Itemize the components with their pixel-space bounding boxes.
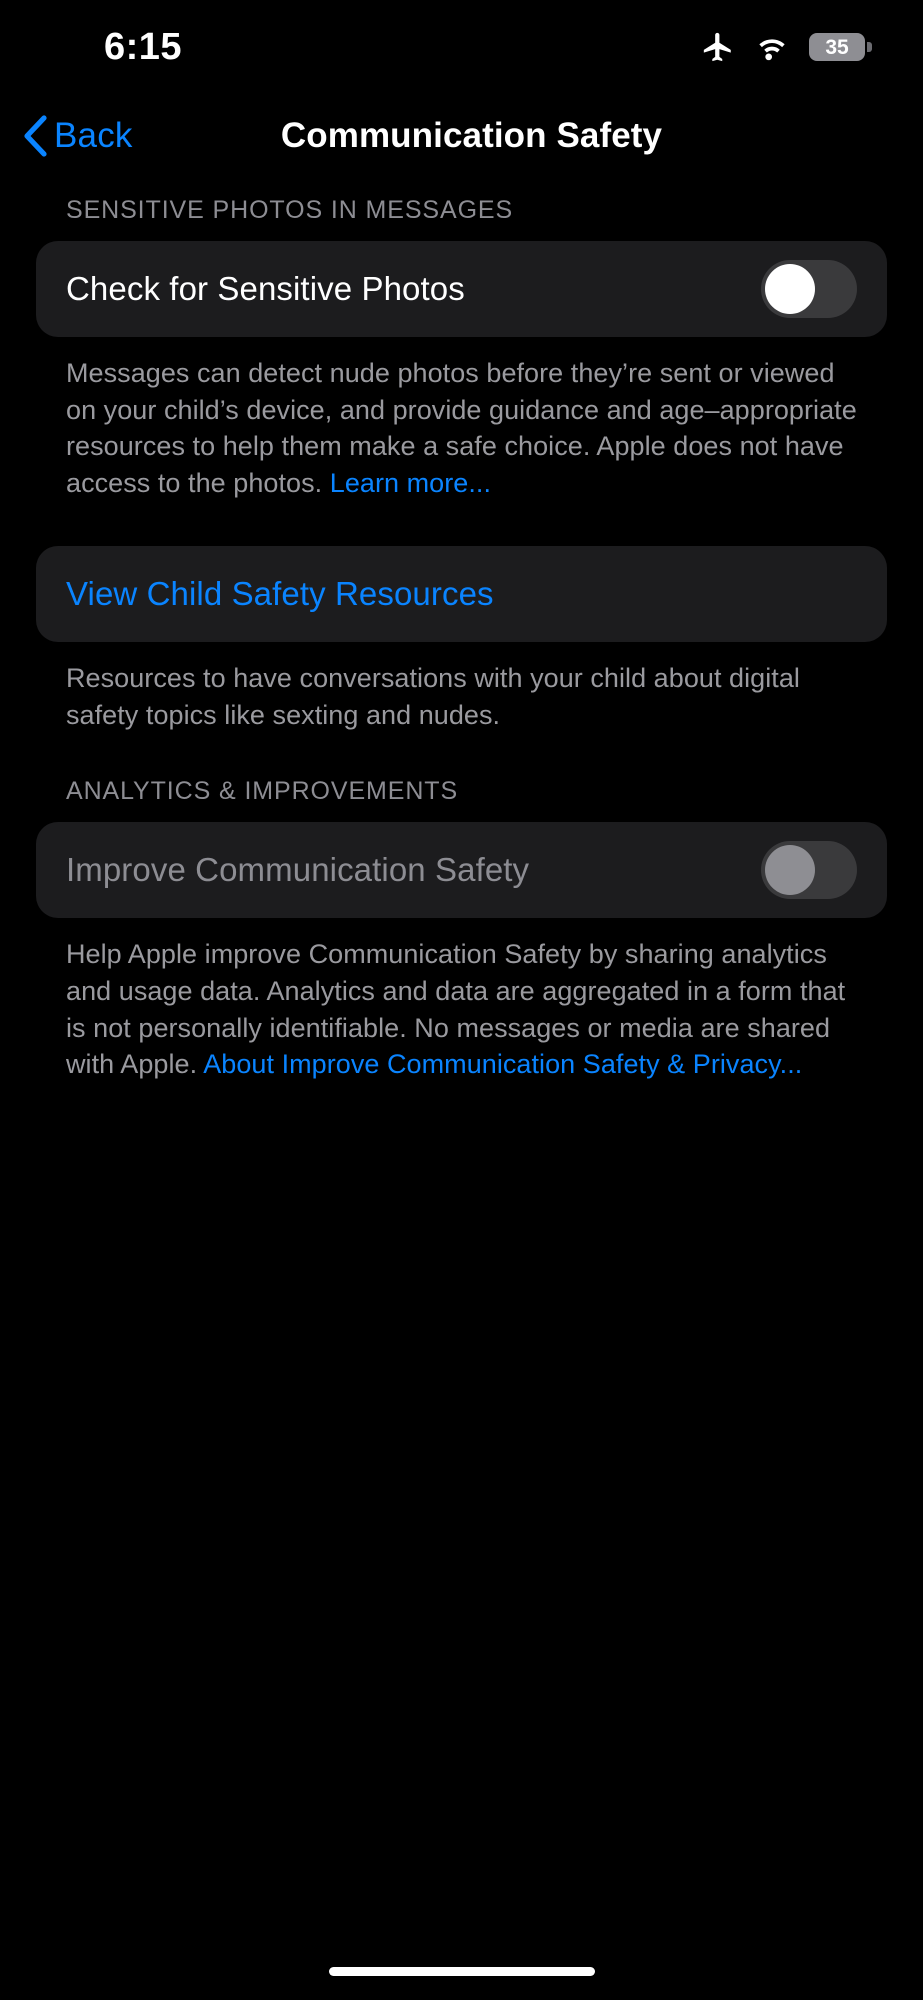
footnote-analytics-text: Help Apple improve Communication Safety by sharing analytics and usage data. Analytics and data are aggregated in a form that is not personally identifiable. No messages or media are shared with Apple. (66, 939, 846, 1080)
status-bar-time: 6:15 (104, 26, 183, 68)
toggle-check-for-sensitive-photos[interactable] (761, 260, 857, 318)
footnote-child-safety-resources: Resources to have conversations with your child about digital safety topics like sexting and nudes. (66, 662, 800, 730)
card-analytics-improvements (36, 822, 887, 918)
section-header-sensitive-photos: SENSITIVE PHOTOS IN MESSAGES (66, 196, 514, 224)
about-improve-communication-safety-privacy-link[interactable]: About Improve Communication Safety & Privacy... (203, 1049, 803, 1080)
toggle-improve-communication-safety[interactable] (761, 841, 857, 899)
toggle-knob (765, 845, 815, 895)
footnote-sensitive-photos (36, 337, 887, 502)
page-title: Communication Safety (280, 116, 663, 155)
footnote-analytics-improvements (36, 918, 887, 1083)
status-bar-indicators (701, 30, 865, 64)
toggle-knob (765, 264, 815, 314)
wifi-icon (753, 32, 791, 62)
footnote-sensitive-photos-text: Messages can detect nude photos before they’re sent or viewed on your child’s device, and provide guidance and age–appropriate resources to help them make a safe choice. Apple does not have access to the photos. (66, 358, 857, 499)
back-button-label: Back (54, 116, 133, 155)
chevron-left-icon (22, 114, 48, 158)
battery-indicator (809, 33, 865, 61)
row-view-child-safety-resources[interactable] (36, 546, 887, 642)
card-sensitive-photos (36, 241, 887, 337)
spacer (36, 502, 887, 546)
row-check-for-sensitive-photos[interactable] (36, 241, 887, 337)
row-improve-communication-safety[interactable] (36, 822, 887, 918)
learn-more-link[interactable]: Learn more... (329, 468, 491, 499)
card-child-safety-resources (36, 546, 887, 642)
airplane-mode-icon (701, 30, 735, 64)
navigation-bar (0, 100, 923, 172)
settings-content (0, 196, 923, 1083)
row-label-check-for-sensitive-photos: Check for Sensitive Photos (66, 270, 465, 307)
back-button[interactable] (22, 114, 133, 158)
status-bar (0, 0, 923, 100)
row-label-view-child-safety-resources: View Child Safety Resources (66, 574, 494, 612)
home-indicator[interactable] (329, 1967, 595, 1976)
battery-level-label: 35 (825, 35, 849, 59)
section-header-analytics-improvements: ANALYTICS & IMPROVEMENTS (66, 777, 459, 806)
row-label-improve-communication-safety: Improve Communication Safety (66, 851, 530, 889)
